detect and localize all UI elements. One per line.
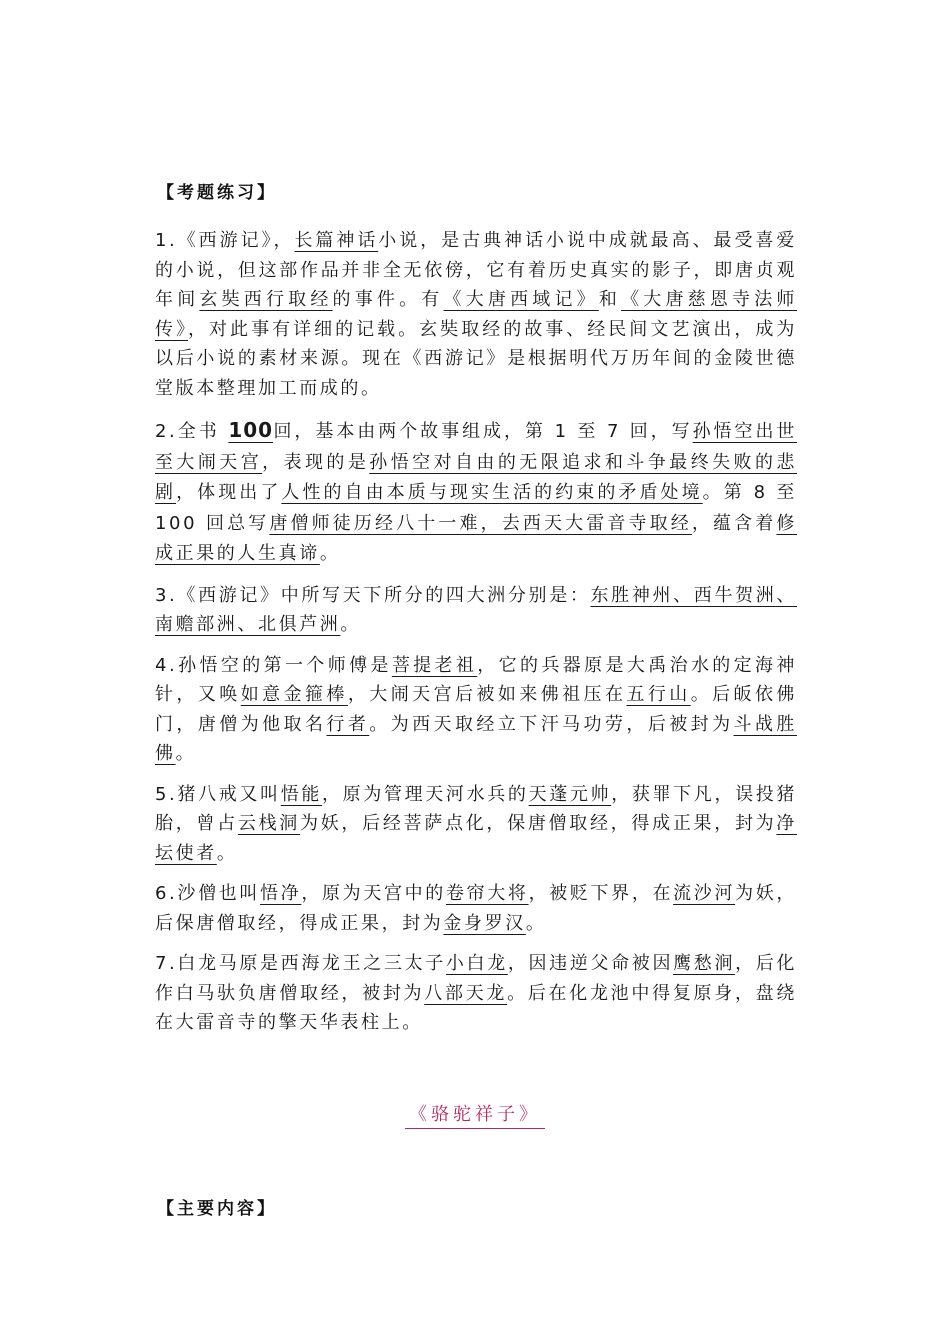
text: 4.孙悟空的第一个师傅是	[155, 654, 392, 676]
underlined-answer: 东胜神州、西牛贺洲、南赡部洲、北俱芦洲	[155, 584, 798, 635]
text: ，大闹天宫后被如来佛祖压在	[347, 684, 627, 705]
text: 。	[175, 743, 197, 764]
text: ，因违逆父命被因	[507, 953, 674, 974]
underlined-answer: 五行山	[626, 684, 691, 705]
underlined-answer: 悟能	[280, 783, 323, 805]
paragraph-1	[155, 226, 797, 403]
underlined-answer: 斗战胜佛	[155, 713, 797, 764]
text: 和	[598, 289, 622, 310]
text: ，获罪下凡，误投猪胎，曾占	[155, 783, 798, 834]
underlined-answer: 小白龙	[445, 953, 508, 974]
text: 1.《西游记》，	[155, 230, 295, 251]
text: ，体现出了	[176, 482, 282, 503]
underlined-answer: 修成正果的人生真谛	[155, 512, 798, 564]
exercise-content	[155, 226, 797, 1049]
text: ，后化作白马驮负唐僧取经，被封为	[155, 953, 797, 1004]
underlined-answer: 鹰愁涧	[673, 953, 736, 974]
section-heading-exercises: 【考题练习】	[157, 183, 277, 203]
paragraph-2	[155, 415, 797, 570]
text: 。	[216, 842, 238, 864]
text: 为妖，后经菩萨点化，保唐僧取经，得成正果，封为	[300, 813, 777, 834]
text: 的事件。有	[332, 289, 444, 310]
underlined-answer: 唐僧师徒历经八十一难，去西天大雷音寺取经	[269, 512, 692, 534]
text: 7.白龙马原是西海龙王之三太子	[155, 953, 446, 974]
text: 3.《西游记》中所写天下所分的四大洲分别是：	[155, 584, 591, 606]
text: ，被贬下界，在	[528, 883, 674, 904]
paragraph-7	[155, 949, 797, 1038]
paragraph-3	[155, 581, 797, 640]
text: ，它的兵器原是大禹治水的定海神针，又唤	[155, 654, 798, 705]
paragraph-4	[155, 651, 797, 769]
underlined-answer: 长篇神话	[294, 230, 379, 251]
text: ，蕴含着	[691, 512, 777, 534]
book-title-block	[0, 1100, 950, 1129]
underlined-answer: 菩提老祖	[391, 654, 478, 676]
text: 。	[525, 912, 547, 934]
text: 。为西天取经立下汗马功劳，后被封为	[369, 713, 734, 735]
underlined-answer: 金身罗汉	[443, 912, 526, 934]
section-heading-main-content: 【主要内容】	[157, 1199, 277, 1219]
text: ，原为管理天河水兵的	[322, 783, 529, 805]
underlined-answer: 卷帘大将	[445, 883, 529, 904]
text: 6.沙僧也叫	[155, 883, 261, 904]
text: 2.全书	[155, 421, 220, 442]
text: ，表现的是	[262, 451, 370, 473]
book-title: 《骆驼祥子》	[405, 1100, 545, 1129]
paragraph-5	[155, 780, 797, 869]
underlined-answer: 八部天龙	[424, 982, 508, 1004]
text: 。后皈依佛门，唐僧为他取名	[155, 684, 797, 735]
text: 为妖，后保唐僧取经，得成正果，封为	[155, 883, 798, 934]
underlined-answer: 《大唐西域记》	[443, 289, 599, 310]
underlined-answer: 玄奘西行取经	[199, 289, 333, 310]
underlined-answer: 天蓬元帅	[528, 783, 612, 805]
paragraph-6	[155, 879, 797, 938]
underlined-answer: 行者	[326, 713, 370, 735]
underlined-answer: 孙悟空出世至大闹天宫	[155, 421, 798, 473]
text: 回，基本由两个故事组成，第 1 至 7 回，写	[273, 421, 693, 442]
underlined-answer: 净坛使者	[155, 813, 797, 864]
text: 。	[319, 543, 341, 564]
underlined-answer: 100	[228, 418, 274, 442]
underlined-answer: 流沙河	[673, 883, 736, 904]
underlined-answer: 如意金箍棒	[240, 684, 348, 705]
text: ，原为天宫中的	[301, 883, 446, 904]
text: 5.猪八戒又叫	[155, 783, 281, 805]
text: 。第 8 至 100 回总写	[155, 482, 798, 534]
text: 。后在化龙池中得复原身，盘绕在大雷音寺的擎天华表柱上。	[155, 982, 797, 1033]
text: ，对此事有详细的记载。玄奘取经的故事、经民间文艺演出，成为以后小说的素材来源。现在《西游记》是根据明代万历年间的金陵世德堂版本整理加工而成的。	[155, 318, 797, 399]
underlined-answer: 《大唐慈恩寺法师传》	[155, 289, 798, 340]
text: 。	[340, 614, 362, 635]
underlined-answer: 人性的自由本质与现实生活的约束的矛盾处境	[281, 482, 703, 503]
underlined-answer: 孙悟空对自由的无限追求和斗争最终失败的悲剧	[155, 451, 798, 503]
underlined-answer: 云栈洞	[237, 813, 300, 834]
text: 小说，是古典神话小说中成就最高、最受喜爱的小说，但这部作品并非全无依傍，它有着历史真实的影子，即唐贞观年间	[155, 230, 797, 310]
underlined-answer: 悟净	[260, 883, 302, 904]
